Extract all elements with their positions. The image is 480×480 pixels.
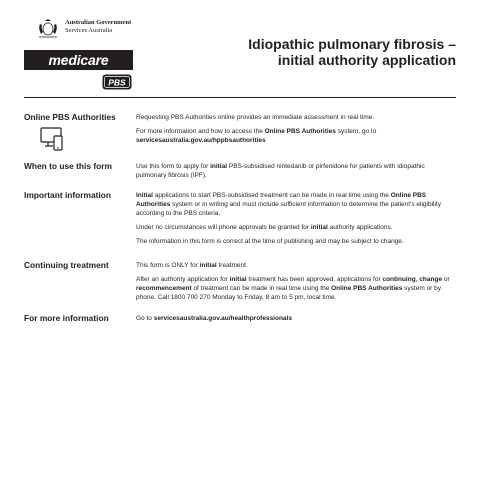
paragraph: The information in this form is correct at the time of publishing and may be subject to change. — [136, 238, 404, 245]
pbs-logo-text: PBS — [108, 77, 126, 88]
section-heading: For more information — [24, 313, 109, 323]
header-divider — [24, 97, 456, 98]
hppbsauthorities-link[interactable]: servicesaustralia.gov.au/hppbsauthorities — [136, 137, 266, 144]
paragraph: Go to servicesaustralia.gov.au/healthprofessionals — [136, 315, 292, 322]
section-body — [136, 162, 454, 185]
paragraph: Initial applications to start PBS-subsidised treatment can be made in real time using the Online PBS Authorities system or in writing and must include sufficient information to determine the patient's eligibility according to the PBS criteria. — [136, 192, 441, 217]
section-body — [136, 314, 454, 328]
computer-phone-icon — [36, 126, 66, 152]
coat-of-arms-icon — [36, 18, 60, 40]
gov-line2: Services Australia — [65, 27, 113, 34]
section-heading: Important information — [24, 190, 112, 200]
paragraph: Under no circumstances will phone approvals be granted for initial authority applications. — [136, 224, 393, 231]
paragraph: This form is ONLY for initial treatment. — [136, 262, 248, 269]
page-header — [0, 0, 480, 95]
pbs-logo — [102, 74, 132, 90]
page-title — [196, 36, 456, 68]
healthprofessionals-link[interactable]: servicesaustralia.gov.au/healthprofessionals — [153, 315, 292, 322]
section-body — [136, 113, 454, 150]
paragraph: For more information and how to access the Online PBS Authorities system, go to servicesaustralia.gov.au/hppbsauthorities — [136, 128, 377, 144]
paragraph: After an authority application for initial treatment has been approved, applications for continuing, change or recommencement of treatment can be made in real time using the Online PBS Authorities system or by phone. Call 1800 700 270 Monday to Friday, 8 am to 5 pm, local time. — [136, 276, 450, 301]
section-heading: When to use this form — [24, 161, 112, 171]
title-line1: Idiopathic pulmonary fibrosis – — [248, 36, 456, 52]
government-wordmark — [65, 19, 131, 35]
title-line2: initial authority application — [277, 52, 456, 68]
paragraph: Use this form to apply for initial PBS-subsidised nintedanib or pirfenidone for patients with idiopathic pulmonary fibrosis (IPF). — [136, 163, 425, 179]
gov-line1: Australian Government — [65, 19, 132, 26]
section-body — [136, 261, 454, 307]
section-heading: Continuing treatment — [24, 260, 109, 270]
medicare-logo: medicare — [24, 50, 133, 70]
section-body — [136, 191, 454, 251]
section-heading: Online PBS Authorities — [24, 112, 116, 122]
paragraph: Requesting PBS Authorities online provides an immediate assessment in real time. — [136, 114, 375, 121]
